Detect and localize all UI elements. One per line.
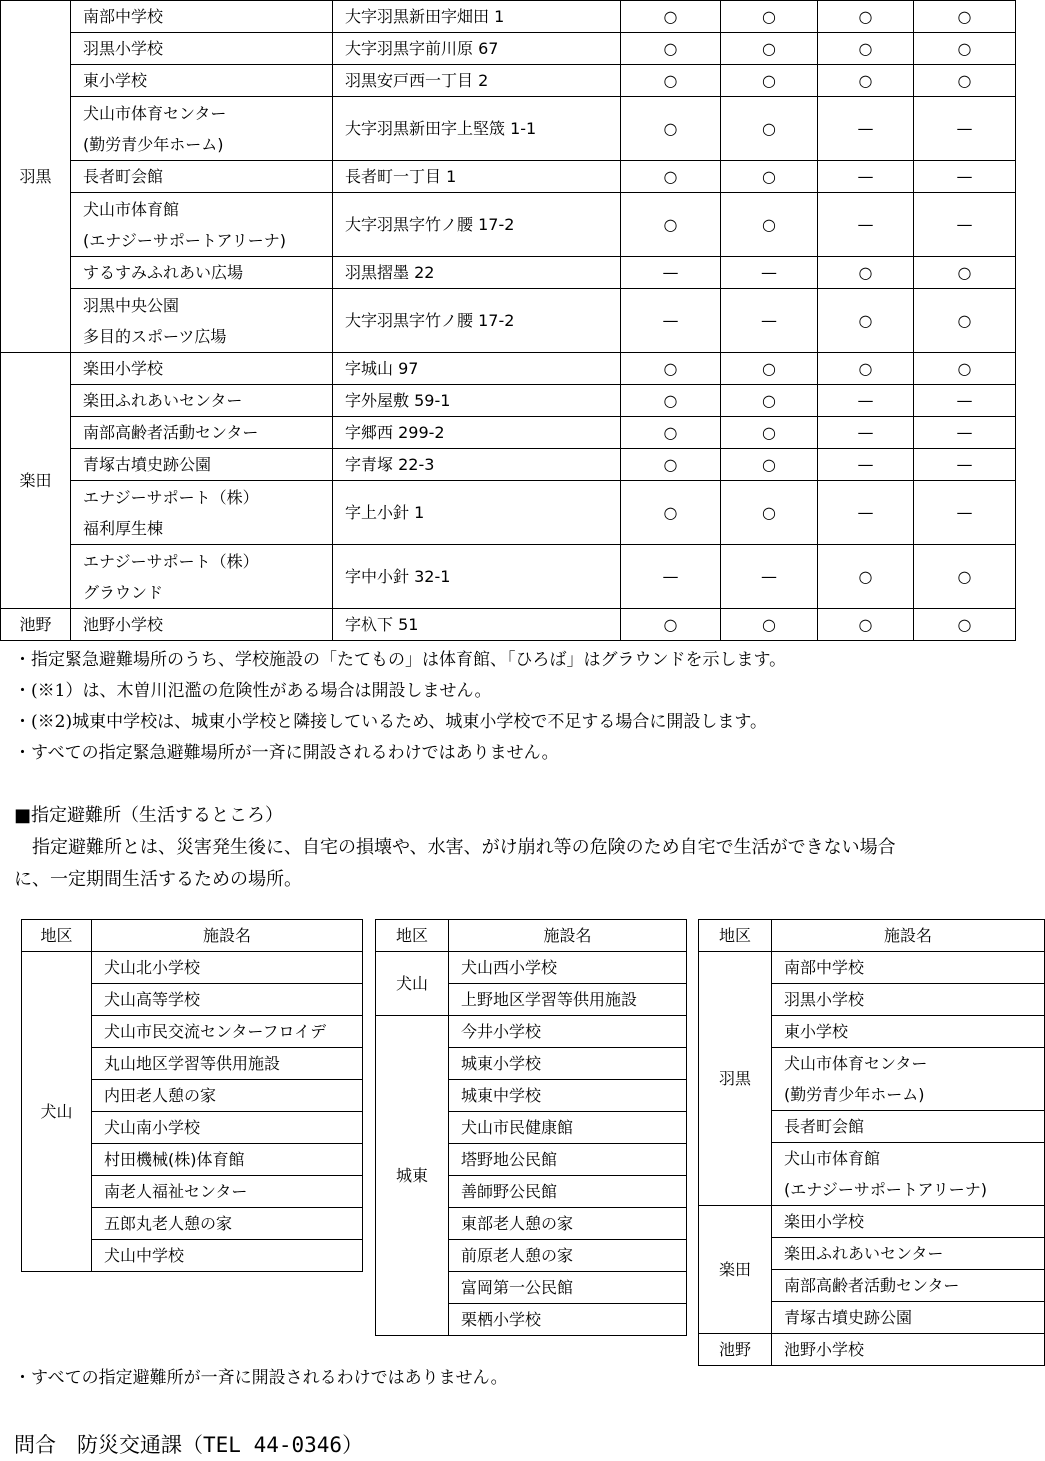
table-row xyxy=(1,1,1016,33)
region-cell: 犬山 xyxy=(376,952,449,1016)
availability-mark: ○ xyxy=(914,545,1016,609)
facility-name: 犬山西小学校 xyxy=(449,952,687,984)
availability-mark: ○ xyxy=(914,353,1016,385)
facility-name: 丸山地区学習等供用施設 xyxy=(92,1048,363,1080)
facility-address: 字城山 97 xyxy=(333,353,621,385)
facility-name-line1: エナジーサポート（株） xyxy=(83,487,259,507)
facility-address: 大字羽黒新田字畑田 1 xyxy=(333,1,621,33)
facility-address: 字青塚 22-3 xyxy=(333,449,621,481)
table-row xyxy=(1,161,1016,193)
table-row xyxy=(699,1206,1045,1238)
table-row xyxy=(1,193,1016,257)
facility-name: 犬山高等学校 xyxy=(92,984,363,1016)
facility-name-line2: 福利厚生棟 xyxy=(83,518,164,538)
availability-mark: ○ xyxy=(818,353,914,385)
facility-name: 善師野公民館 xyxy=(449,1176,687,1208)
contact-info: 問合 防災交通課（TEL 44-0346） xyxy=(14,1433,364,1457)
facility-name: 南部中学校 xyxy=(71,1,333,33)
header-facility: 施設名 xyxy=(772,920,1045,952)
facility-name: 楽田小学校 xyxy=(772,1206,1045,1238)
availability-mark: — xyxy=(721,257,818,289)
facility-name: 城東中学校 xyxy=(449,1080,687,1112)
facility-address: 字外屋敷 59-1 xyxy=(333,385,621,417)
facility-name: 犬山南小学校 xyxy=(92,1112,363,1144)
availability-mark: — xyxy=(818,97,914,161)
facility-address: 大字羽黒新田字上堅筬 1-1 xyxy=(333,97,621,161)
note-line: ・(※2)城東中学校は、城東小学校と隣接しているため、城東小学校で不足する場合に開設します。 xyxy=(14,712,768,732)
facility-name-line1: 犬山市体育館 xyxy=(784,1149,881,1168)
description-line: 指定避難所とは、災害発生後に、自宅の損壊や、水害、がけ崩れ等の危険のため自宅で生活ができない場合 xyxy=(32,837,896,858)
table-row xyxy=(1,417,1016,449)
availability-mark: ○ xyxy=(721,193,818,257)
facility-name-line2: (エナジーサポートアリーナ) xyxy=(83,230,287,250)
region-cell: 犬山 xyxy=(22,952,92,1272)
facility-name xyxy=(71,289,333,353)
facility-address: 字上小針 1 xyxy=(333,481,621,545)
facility-name: 内田老人憩の家 xyxy=(92,1080,363,1112)
availability-mark: ○ xyxy=(721,385,818,417)
facility-name: 長者町会館 xyxy=(71,161,333,193)
facility-name xyxy=(772,1143,1045,1206)
availability-mark: — xyxy=(914,417,1016,449)
facility-name: 上野地区学習等供用施設 xyxy=(449,984,687,1016)
facility-name xyxy=(772,1048,1045,1111)
facility-name: 城東小学校 xyxy=(449,1048,687,1080)
table-row xyxy=(1,545,1016,609)
availability-mark: ○ xyxy=(721,161,818,193)
facility-address: 羽黒安戸西一丁目 2 xyxy=(333,65,621,97)
facility-name: 長者町会館 xyxy=(772,1111,1045,1143)
table-row xyxy=(22,952,363,984)
facility-name: 南部高齢者活動センター xyxy=(71,417,333,449)
region-cell: 池野 xyxy=(1,609,71,641)
availability-mark: ○ xyxy=(621,1,721,33)
note-line: ・すべての指定緊急避難場所が一斉に開設されるわけではありません。 xyxy=(14,743,559,763)
availability-mark: ○ xyxy=(621,481,721,545)
availability-mark: ○ xyxy=(914,609,1016,641)
availability-mark: ○ xyxy=(914,289,1016,353)
facility-name-line1: 犬山市体育館 xyxy=(83,199,180,219)
shelter-table-joto xyxy=(375,919,687,1336)
table-row xyxy=(699,1334,1045,1366)
facility-name: 東部老人憩の家 xyxy=(449,1208,687,1240)
facility-name xyxy=(71,193,333,257)
availability-mark: ○ xyxy=(818,289,914,353)
availability-mark: — xyxy=(621,257,721,289)
availability-mark: ○ xyxy=(818,33,914,65)
table-header-row xyxy=(699,920,1045,952)
facility-name: 南部中学校 xyxy=(772,952,1045,984)
availability-mark: — xyxy=(818,161,914,193)
availability-mark: ○ xyxy=(621,161,721,193)
availability-mark: ○ xyxy=(818,609,914,641)
availability-mark: ○ xyxy=(621,449,721,481)
facility-name: 羽黒小学校 xyxy=(71,33,333,65)
facility-name: 富岡第一公民館 xyxy=(449,1272,687,1304)
region-cell: 羽黒 xyxy=(699,952,772,1206)
facility-name: 楽田ふれあいセンター xyxy=(71,385,333,417)
header-region: 地区 xyxy=(699,920,772,952)
note-line: ・(※1）は、木曽川氾濫の危険性がある場合は開設しません。 xyxy=(14,681,492,701)
facility-name: 羽黒小学校 xyxy=(772,984,1045,1016)
availability-mark: — xyxy=(621,289,721,353)
availability-mark: — xyxy=(914,481,1016,545)
availability-mark: — xyxy=(818,385,914,417)
notes xyxy=(14,645,786,769)
table-row xyxy=(699,952,1045,984)
facility-name: 池野小学校 xyxy=(71,609,333,641)
availability-mark: ○ xyxy=(621,33,721,65)
availability-mark: ○ xyxy=(721,33,818,65)
region-cell: 楽田 xyxy=(699,1206,772,1334)
facility-name: 今井小学校 xyxy=(449,1016,687,1048)
availability-mark: — xyxy=(721,545,818,609)
availability-mark: ○ xyxy=(818,65,914,97)
availability-mark: ○ xyxy=(914,257,1016,289)
availability-mark: ○ xyxy=(621,193,721,257)
facility-name: 青塚古墳史跡公園 xyxy=(772,1302,1045,1334)
availability-mark: — xyxy=(914,449,1016,481)
note-line: ・指定緊急避難場所のうち、学校施設の「たてもの」は体育館、「ひろば」はグラウンドを示します。 xyxy=(14,650,787,670)
availability-mark: ○ xyxy=(621,385,721,417)
availability-mark: — xyxy=(914,193,1016,257)
shelter-note: ・すべての指定避難所が一斉に開設されるわけではありません。 xyxy=(14,1368,508,1388)
section-description xyxy=(14,832,1014,896)
facility-name: 東小学校 xyxy=(71,65,333,97)
table-header-row xyxy=(376,920,687,952)
facility-name: 東小学校 xyxy=(772,1016,1045,1048)
facility-name: 南老人福祉センター xyxy=(92,1176,363,1208)
description-line: に、一定期間生活するための場所。 xyxy=(14,869,302,890)
table-row xyxy=(1,609,1016,641)
availability-mark: ○ xyxy=(721,449,818,481)
availability-mark: ○ xyxy=(721,609,818,641)
header-facility: 施設名 xyxy=(92,920,363,952)
facility-name: 犬山北小学校 xyxy=(92,952,363,984)
facility-address: 羽黒摺墨 22 xyxy=(333,257,621,289)
facility-name xyxy=(71,97,333,161)
facility-address: 大字羽黒字前川原 67 xyxy=(333,33,621,65)
region-cell: 城東 xyxy=(376,1016,449,1336)
table-row xyxy=(1,65,1016,97)
facility-name: 栗栖小学校 xyxy=(449,1304,687,1336)
availability-mark: ○ xyxy=(721,1,818,33)
region-cell: 池野 xyxy=(699,1334,772,1366)
facility-address: 字杁下 51 xyxy=(333,609,621,641)
table-row xyxy=(1,449,1016,481)
shelter-table-inuyama xyxy=(21,919,363,1272)
facility-name-line1: エナジーサポート（株） xyxy=(83,551,259,571)
table-row xyxy=(1,353,1016,385)
facility-name-line1: 羽黒中央公園 xyxy=(83,295,180,315)
facility-name xyxy=(71,545,333,609)
availability-mark: ○ xyxy=(721,353,818,385)
availability-mark: ○ xyxy=(721,65,818,97)
facility-address: 字中小針 32-1 xyxy=(333,545,621,609)
table-header-row xyxy=(22,920,363,952)
availability-mark: — xyxy=(818,193,914,257)
facility-name-line1: 犬山市体育センター xyxy=(83,103,227,123)
table-row xyxy=(1,33,1016,65)
facility-name: 池野小学校 xyxy=(772,1334,1045,1366)
availability-mark: — xyxy=(914,97,1016,161)
availability-mark: — xyxy=(818,481,914,545)
availability-mark: — xyxy=(721,289,818,353)
availability-mark: ○ xyxy=(914,1,1016,33)
facility-name: 犬山中学校 xyxy=(92,1240,363,1272)
table-row xyxy=(1,481,1016,545)
facility-name xyxy=(71,481,333,545)
region-cell: 羽黒 xyxy=(1,1,71,353)
section-heading: ■指定避難所（生活するところ） xyxy=(14,805,284,826)
facility-name: 青塚古墳史跡公園 xyxy=(71,449,333,481)
facility-address: 大字羽黒字竹ノ腰 17-2 xyxy=(333,193,621,257)
availability-mark: ○ xyxy=(721,481,818,545)
facility-address: 大字羽黒字竹ノ腰 17-2 xyxy=(333,289,621,353)
table-row xyxy=(376,1016,687,1048)
shelter-table-haguro xyxy=(698,919,1045,1366)
availability-mark: ○ xyxy=(621,353,721,385)
facility-name: 塔野地公民館 xyxy=(449,1144,687,1176)
availability-mark: — xyxy=(621,545,721,609)
facility-name-line2: (勤労青少年ホーム) xyxy=(83,134,224,154)
facility-address: 長者町一丁目 1 xyxy=(333,161,621,193)
facility-name: 前原老人憩の家 xyxy=(449,1240,687,1272)
availability-mark: ○ xyxy=(914,65,1016,97)
facility-name: 五郎丸老人憩の家 xyxy=(92,1208,363,1240)
facility-address: 字郷西 299-2 xyxy=(333,417,621,449)
availability-mark: ○ xyxy=(818,545,914,609)
availability-mark: ○ xyxy=(721,417,818,449)
availability-mark: ○ xyxy=(621,97,721,161)
header-region: 地区 xyxy=(22,920,92,952)
facility-name-line2: グラウンド xyxy=(83,582,164,602)
table-row xyxy=(1,257,1016,289)
availability-mark: ○ xyxy=(914,33,1016,65)
facility-name: 犬山市民交流センターフロイデ xyxy=(92,1016,363,1048)
header-facility: 施設名 xyxy=(449,920,687,952)
availability-mark: — xyxy=(818,417,914,449)
table-row xyxy=(376,952,687,984)
availability-mark: ○ xyxy=(621,65,721,97)
facility-name-line2: 多目的スポーツ広場 xyxy=(83,326,227,346)
availability-mark: ○ xyxy=(621,417,721,449)
facility-name: 犬山市民健康館 xyxy=(449,1112,687,1144)
table-row xyxy=(1,97,1016,161)
facility-name-line2: (勤労青少年ホーム) xyxy=(784,1085,925,1104)
availability-mark: ○ xyxy=(621,609,721,641)
header-region: 地区 xyxy=(376,920,449,952)
table-row xyxy=(1,385,1016,417)
facility-name: 楽田小学校 xyxy=(71,353,333,385)
availability-mark: — xyxy=(914,161,1016,193)
region-cell: 楽田 xyxy=(1,353,71,609)
availability-mark: — xyxy=(818,449,914,481)
emergency-evacuation-table xyxy=(0,0,1016,641)
availability-mark: — xyxy=(914,385,1016,417)
facility-name: するすみふれあい広場 xyxy=(71,257,333,289)
facility-name: 村田機械(株)体育館 xyxy=(92,1144,363,1176)
availability-mark: ○ xyxy=(818,1,914,33)
availability-mark: ○ xyxy=(721,97,818,161)
facility-name: 楽田ふれあいセンター xyxy=(772,1238,1045,1270)
facility-name: 南部高齢者活動センター xyxy=(772,1270,1045,1302)
facility-name-line2: (エナジーサポートアリーナ) xyxy=(784,1180,988,1199)
availability-mark: ○ xyxy=(818,257,914,289)
table-row xyxy=(1,289,1016,353)
facility-name-line1: 犬山市体育センター xyxy=(784,1054,928,1073)
